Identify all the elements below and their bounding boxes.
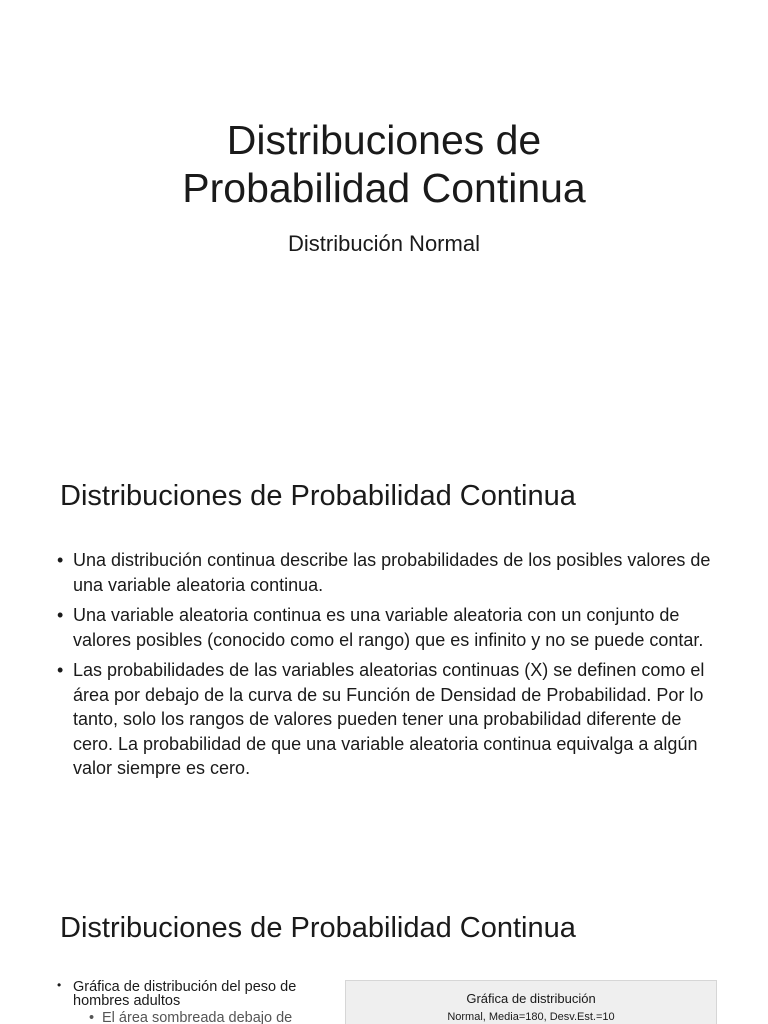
slide-heading: Distribuciones de Probabilidad Continua [60, 480, 576, 512]
title-slide [0, 0, 768, 432]
bullet-item: • Las probabilidades de las variables aleatorias continuas (X) se definen como el área por debajo de la curva de su Función de Densidad de Probabilidad. Por lo tanto, solo los rangos de valores pueden tener una probabilidad diferente de cero. La probabilidad de que una variable aleatoria continua equivalga a algún valor siempre es cero. [56, 658, 716, 781]
main-title [0, 116, 768, 212]
chart-subtitle: Normal, Media=180, Desv.Est.=10 [447, 1011, 615, 1023]
bullet-list [56, 980, 326, 1024]
bullet-item [56, 980, 326, 1024]
sub-bullet-item: • El área sombreada debajo de [87, 1011, 326, 1024]
bullet-text: Gráfica de distribución del peso de hombres adultos [73, 979, 297, 1009]
bullet-list [56, 548, 716, 787]
content-slide-chart [0, 864, 768, 1024]
distribution-chart [345, 980, 717, 1024]
chart-title: Gráfica de distribución [466, 991, 596, 1006]
sub-bullet-list [73, 1011, 326, 1024]
slide-heading: Distribuciones de Probabilidad Continua [60, 912, 576, 944]
main-title-line-1: Distribuciones de [226, 117, 542, 163]
main-title-line-2: Probabilidad Continua [182, 165, 586, 211]
bullet-item: • Una distribución continua describe las probabilidades de los posibles valores de una variable aleatoria continua. [56, 548, 716, 597]
bullet-item: • Una variable aleatoria continua es una variable aleatoria con un conjunto de valores posibles (conocido como el rango) que es infinito y no se puede contar. [56, 603, 716, 652]
main-subtitle: Distribución Normal [288, 231, 480, 256]
content-slide-definitions [0, 432, 768, 864]
